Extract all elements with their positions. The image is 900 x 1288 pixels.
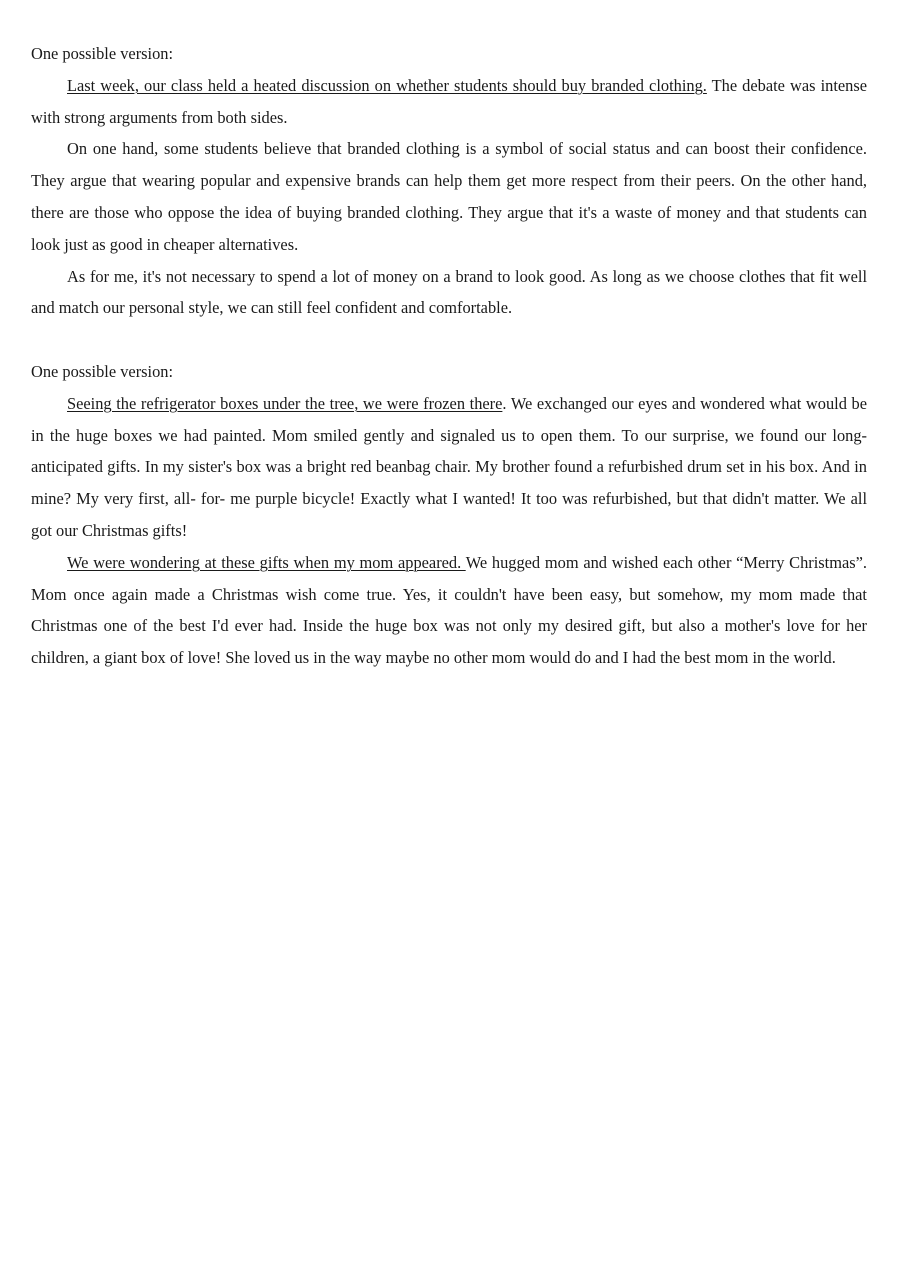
underlined-sentence: Seeing the refrigerator boxes under the tree, we were frozen there bbox=[67, 393, 503, 413]
essay-paragraph bbox=[31, 261, 867, 325]
section-intro: One possible version: bbox=[31, 361, 174, 381]
underlined-sentence: We were wondering at these gifts when my mom appeared. bbox=[67, 552, 466, 572]
paragraph-text: On one hand, some students believe that branded clothing is a symbol of social status and can boost their confidence. They argue that wearing popular and expensive brands can help them get more respect from their peers. On the other hand, there are those who oppose the idea of buying branded clothing. They argue that it's a waste of money and that students can look just as good in cheaper alternatives. bbox=[31, 139, 867, 254]
essay-section-1 bbox=[31, 38, 867, 324]
essay-paragraph bbox=[31, 547, 867, 674]
paragraph-text: As for me, it's not necessary to spend a lot of money on a brand to look good. As long as we choose clothes that fit well and match our personal style, we can still feel confident and comfortable. bbox=[31, 266, 867, 318]
document-page bbox=[31, 38, 867, 674]
paragraph-text: The debate was intense with strong arguments from both sides. bbox=[31, 75, 867, 127]
section-intro: One possible version: bbox=[31, 44, 174, 63]
essay-paragraph bbox=[31, 388, 867, 547]
essay-paragraph bbox=[31, 133, 867, 260]
paragraph-text: . We exchanged our eyes and wondered what would be in the huge boxes we had painted. Mom smiled gently and signaled us to open them. To our surprise, we found our long- anticipated gifts. In my sister's box was a bright red beanbag chair. My brother found a refurbished drum set in his box. And in mine? My very first, all- for- me purple bicycle! Exactly what I wanted! It too was refurbished, but that didn't matter. We all got our Christmas gifts! bbox=[31, 393, 867, 540]
essay-section-2 bbox=[31, 356, 867, 674]
essay-paragraph bbox=[31, 70, 867, 134]
paragraph-text: We hugged mom and wished each other “Merry Christmas”. Mom once again made a Christmas wish come true. Yes, it couldn't have been easy, but somehow, my mom made that Christmas one of the best I'd ever had. Inside the huge box was not only my desired gift, but also a mother's love for her children, a giant box of love! She loved us in the way maybe no other mom would do and I had the best mom in the world. bbox=[31, 552, 867, 668]
underlined-sentence: Last week, our class held a heated discussion on whether students should buy branded clothing. bbox=[67, 75, 707, 95]
